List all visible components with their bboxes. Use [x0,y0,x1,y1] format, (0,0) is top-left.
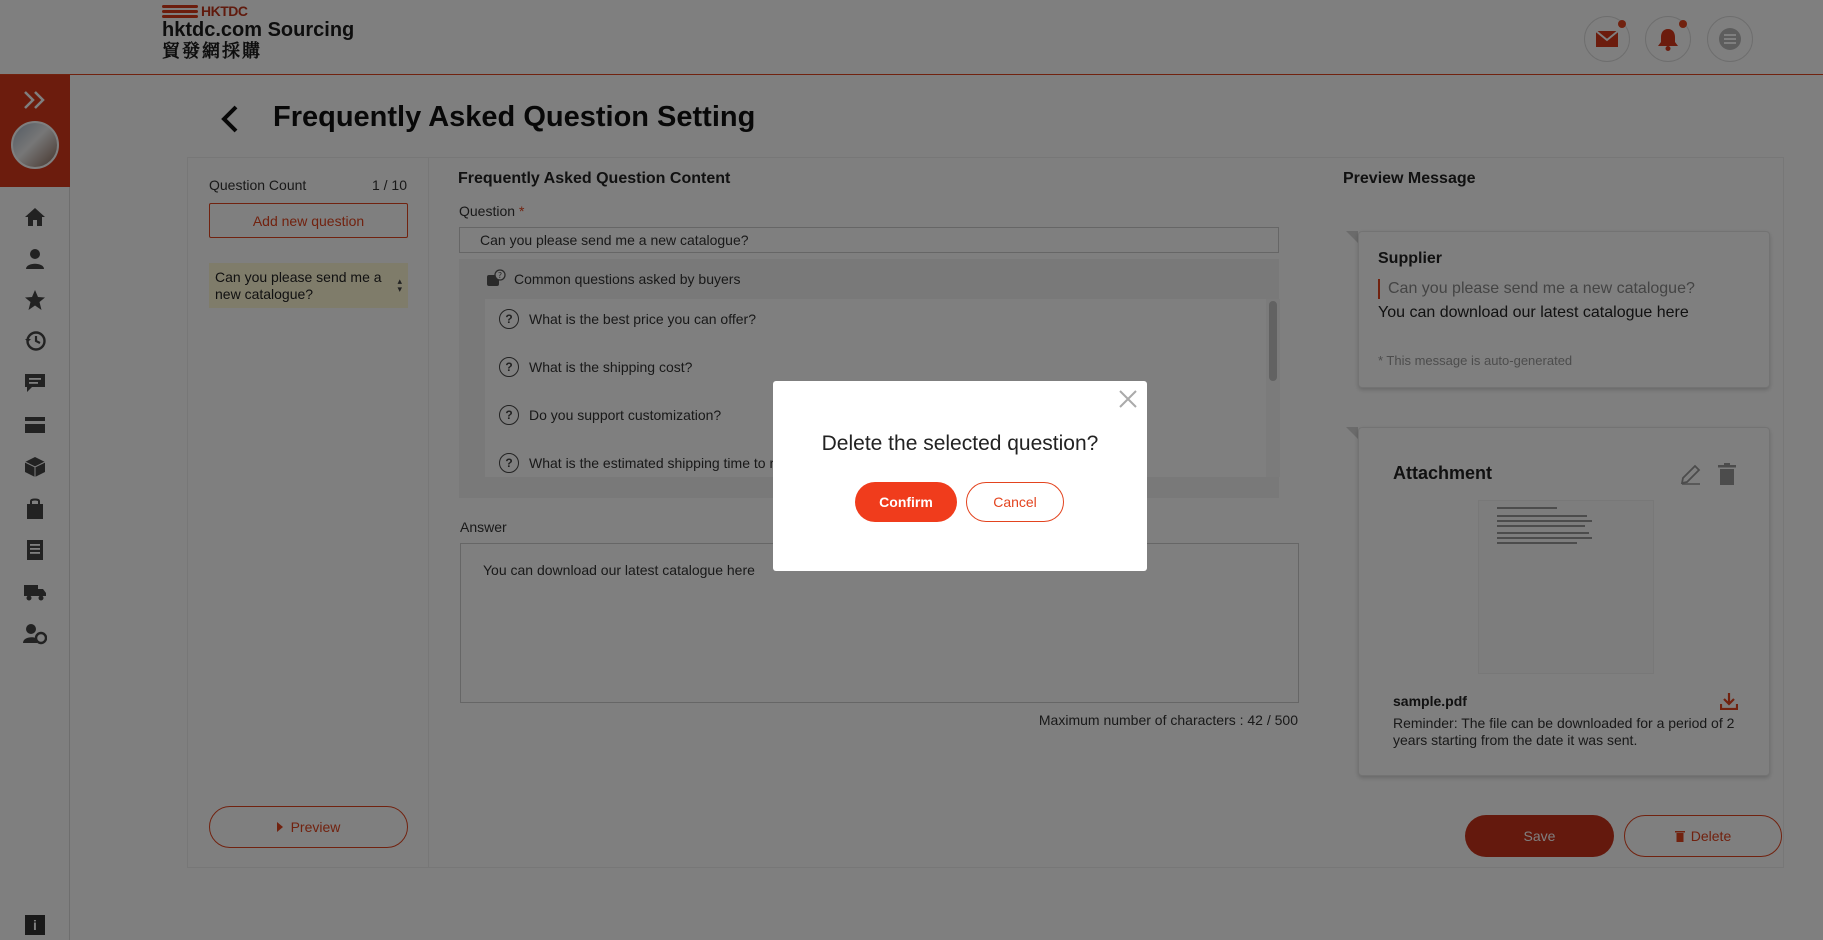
confirm-button[interactable]: Confirm [855,482,957,522]
cancel-button[interactable]: Cancel [966,482,1064,522]
delete-confirm-dialog [773,381,1147,571]
close-icon[interactable] [1117,388,1139,410]
dialog-message: Delete the selected question? [821,432,1099,455]
